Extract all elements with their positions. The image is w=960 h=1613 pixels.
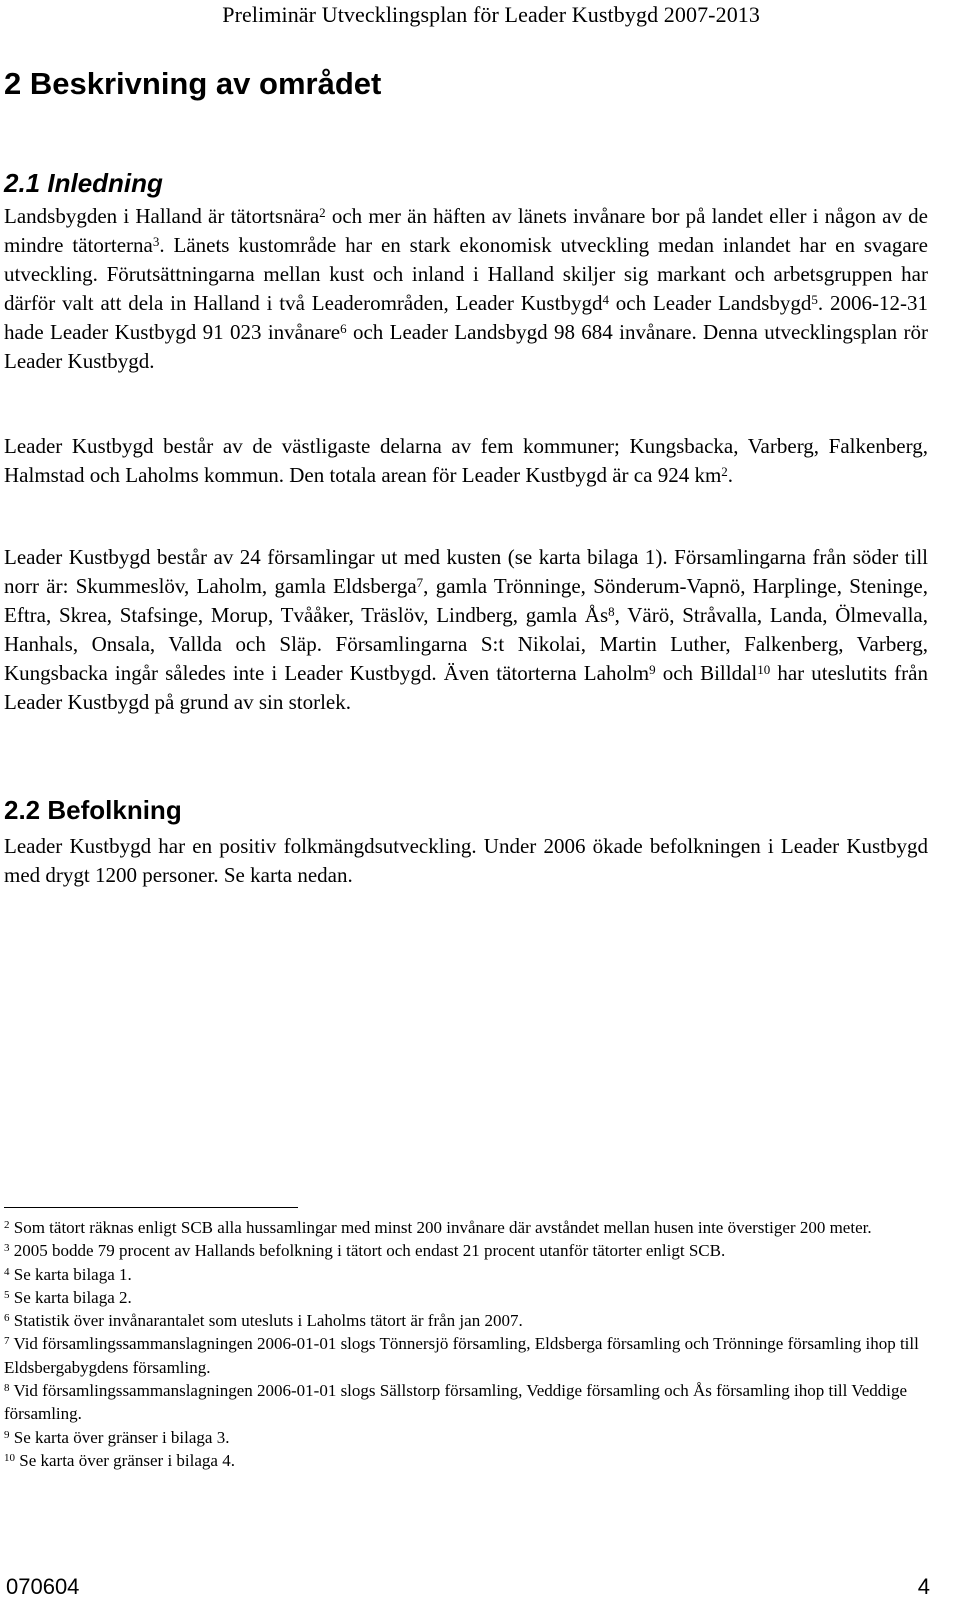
footer-date: 070604 (6, 1574, 80, 1599)
footnote-ref: 5 (811, 292, 818, 307)
running-header: Preliminär Utvecklingsplan för Leader Kustbygd 2007-2013 (222, 2, 760, 27)
footnote-ref: 2 (319, 205, 326, 220)
footnote-ref: 10 (757, 662, 771, 677)
footnote-5: $^5$ Se karta bilaga 2. (4, 1287, 132, 1307)
footnotes (4, 1216, 924, 1472)
footnote-ref: 8 (608, 604, 615, 619)
superscript: 2 (721, 464, 728, 479)
section-title: 2 Beskrivning av området (4, 66, 382, 101)
footnote-ref: 6 (340, 321, 347, 336)
footnote-6: $^6$ Statistik över invånarantalet som utesluts i Laholms tätort är från jan 2007. (4, 1311, 523, 1331)
footnote-7: $^7$ Vid församlingssammanslagningen 2006-01-01 slogs Tönnersjö församling, Eldsberga församling och Trönninge församling ihop till Eldsbergabygdens församling. (4, 1334, 919, 1377)
footnote-9: $^9$ Se karta över gränser i bilaga 3. (4, 1427, 230, 1447)
footnote-4: $^4$ Se karta bilaga 1. (4, 1264, 132, 1284)
footnote-10: $^{10}$ Se karta över gränser i bilaga 4. (4, 1450, 235, 1470)
footnote-separator (4, 1207, 298, 1208)
footnote-3: $^3$ 2005 bodde 79 procent av Hallands befolkning i tätort och endast 21 procent utanför tätorter enligt SCB. (4, 1241, 726, 1261)
footnote-ref: 4 (602, 292, 609, 307)
page-number: 4 (917, 1574, 930, 1599)
paragraph-area: Leader Kustbygd består av de västligaste delarna av fem kommuner; Kungsbacka, Varberg, Falkenberg, Halmstad och Laholms kommun. Den totala arean för Leader Kustbygd är ca 924 $km^2$. (4, 434, 928, 487)
footnote-ref: 9 (649, 662, 656, 677)
footnote-ref: 3 (152, 234, 160, 249)
footnote-2: $^2$ Som tätort räknas enligt SCB alla hussamlingar med minst 200 invånare där avståndet mellan husen inte överstiger 200 meter. (4, 1218, 872, 1237)
footnote-8: $^8$ Vid församlingssammanslagningen 2006-01-01 slogs Sällstorp församling, Veddige församling och Ås församling ihop till Veddige församling. (4, 1381, 908, 1424)
paragraph-befolkning: Leader Kustbygd har en positiv folkmängdsutveckling. Under 2006 ökade befolkningen i Leader Kustbygd med drygt 1200 personer. Se karta nedan. (4, 834, 928, 887)
subsection-title-befolkning: 2.2 Befolkning (4, 795, 182, 825)
paragraph-inledning: Landsbygden i Halland är tätortsnära$^2$ och mer än häften av länets invånare bor på landet eller i någon av de mindre tätorterna$^3$. Länets kustområde har en stark ekonomisk utveckling medan inlandet har en svagare utveckling. Förutsättningarna mellan kust och inland i Halland skiljer sig markant och arbetsgruppen har därför valt att dela in Halland i två Leaderområden, Leader Kustbygd$^4$ och Leader Landsbygd$^5$. 2006-12-31 hade Leader Kustbygd 91 023 invånare$^6$ och Leader Landsbygd 98 684 invånare. Denna utvecklingsplan rör Leader Kustbygd. (4, 204, 929, 373)
footnote-ref: 7 (416, 575, 424, 590)
subsection-title-inledning: 2.1 Inledning (4, 168, 163, 198)
paragraph-parishes: Leader Kustbygd består av 24 församlingar ut med kusten (se karta bilaga 1). Församlingarna från söder till norr är: Skummeslöv, Laholm, gamla Eldsberga$^7$, gamla Trönninge, Sönderum-Vapnö, Harplinge, Steninge, Eftra, Skrea, Stafsinge, Morup, Tvååker, Träslöv, Lindberg, gamla $Ås^8$, Värö, Stråvalla, Landa, Ölmevalla, Hanhals, Onsala, Vallda och Släp. Församlingarna S:t Nikolai, Martin Luther, Falkenberg, Varberg, Kungsbacka ingår således inte i Leader Kustbygd. Även tätorterna Laholm$^9$ och Billdal$^{10}$ har uteslutits från Leader Kustbygd på grund av sin storlek. (4, 545, 928, 714)
